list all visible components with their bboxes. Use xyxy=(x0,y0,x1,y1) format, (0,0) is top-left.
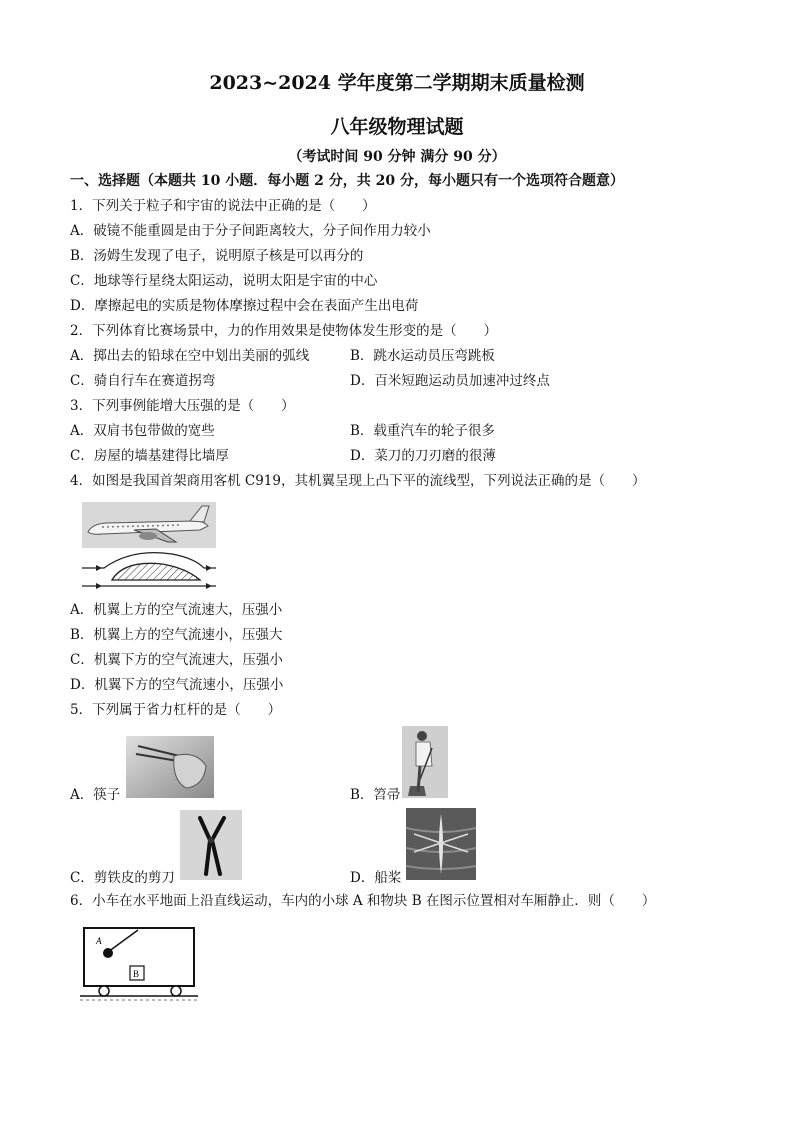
exam-info: （考试时间 90 分钟 满分 90 分） xyxy=(288,149,506,165)
question-4-option-c: C．机翼下方的空气流速大，压强小 xyxy=(70,652,283,668)
tin-snips-illustration xyxy=(180,810,242,880)
question-4-option-b: B．机翼上方的空气流速小，压强大 xyxy=(70,627,283,643)
question-3-option-d: D．菜刀的刀刃磨的很薄 xyxy=(350,448,496,464)
question-2-option-d: D．百米短跑运动员加速冲过终点 xyxy=(350,373,550,389)
chopsticks-photo xyxy=(126,736,214,798)
question-1-option-c: C．地球等行星绕太阳运动，说明太阳是宇宙的中心 xyxy=(70,273,378,289)
question-4-option-a: A．机翼上方的空气流速大，压强小 xyxy=(70,602,283,618)
oar-photo xyxy=(406,808,476,880)
block-b-label: B xyxy=(133,969,140,979)
question-5-stem: 5．下列属于省力杠杆的是（ ） xyxy=(70,702,282,718)
cart-figure xyxy=(80,924,198,1004)
tin-snips-photo xyxy=(180,810,242,880)
broom-photo xyxy=(402,726,448,798)
chopsticks-illustration xyxy=(126,736,214,798)
question-3-option-b: B．载重汽车的轮子很多 xyxy=(350,423,495,439)
question-5-option-a: A．筷子 xyxy=(70,787,121,803)
rowing-boat-illustration xyxy=(406,808,476,880)
question-5-option-c: C．剪铁皮的剪刀 xyxy=(70,870,175,886)
exam-subject: 八年级物理试题 xyxy=(330,116,464,138)
question-1-option-a: A．破镜不能重圆是由于分子间距离较大，分子间作用力较小 xyxy=(70,223,431,239)
question-6-stem: 6．小车在水平地面上沿直线运动，车内的小球 A 和物块 B 在图示位置相对车厢静止．则（ ） xyxy=(70,893,656,909)
question-5-option-b: B．笤帚 xyxy=(350,787,401,803)
section-heading: 一、选择题（本题共 10 小题．每小题 2 分，共 20 分，每小题只有一个选项符合题意） xyxy=(70,173,624,189)
cart-diagram xyxy=(80,924,198,1004)
question-1-option-b: B．汤姆生发现了电子，说明原子核是可以再分的 xyxy=(70,248,364,264)
question-1-option-d: D．摩擦起电的实质是物体摩擦过程中会在表面产生出电荷 xyxy=(70,298,419,314)
question-2-stem: 2．下列体育比赛场景中，力的作用效果是使物体发生形变的是（ ） xyxy=(70,323,498,339)
question-4-stem: 4．如图是我国首架商用客机 C919，其机翼呈现上凸下平的流线型，下列说法正确的是（ ） xyxy=(70,473,646,489)
ball-a-label: A xyxy=(96,936,102,946)
question-3-stem: 3．下列事例能增大压强的是（ ） xyxy=(70,398,295,414)
question-3-option-c: C．房屋的墙基建得比墙厚 xyxy=(70,448,229,464)
question-2-option-c: C．骑自行车在赛道拐弯 xyxy=(70,373,216,389)
question-4-option-d: D．机翼下方的空气流速小，压强小 xyxy=(70,677,284,693)
question-3-option-a: A．双肩书包带做的宽些 xyxy=(70,423,215,439)
question-1-stem: 1．下列关于粒子和宇宙的说法中正确的是（ ） xyxy=(70,198,376,214)
question-5-option-d: D．船桨 xyxy=(350,870,402,886)
question-2-option-b: B．跳水运动员压弯跳板 xyxy=(350,348,495,364)
question-2-option-a: A．掷出去的铅球在空中划出美丽的弧线 xyxy=(70,348,310,364)
c919-figure xyxy=(82,502,216,598)
exam-title: 2023~2024 学年度第二学期期末质量检测 xyxy=(209,72,585,94)
c919-airplane-diagram xyxy=(82,502,216,598)
broom-illustration xyxy=(402,726,448,798)
